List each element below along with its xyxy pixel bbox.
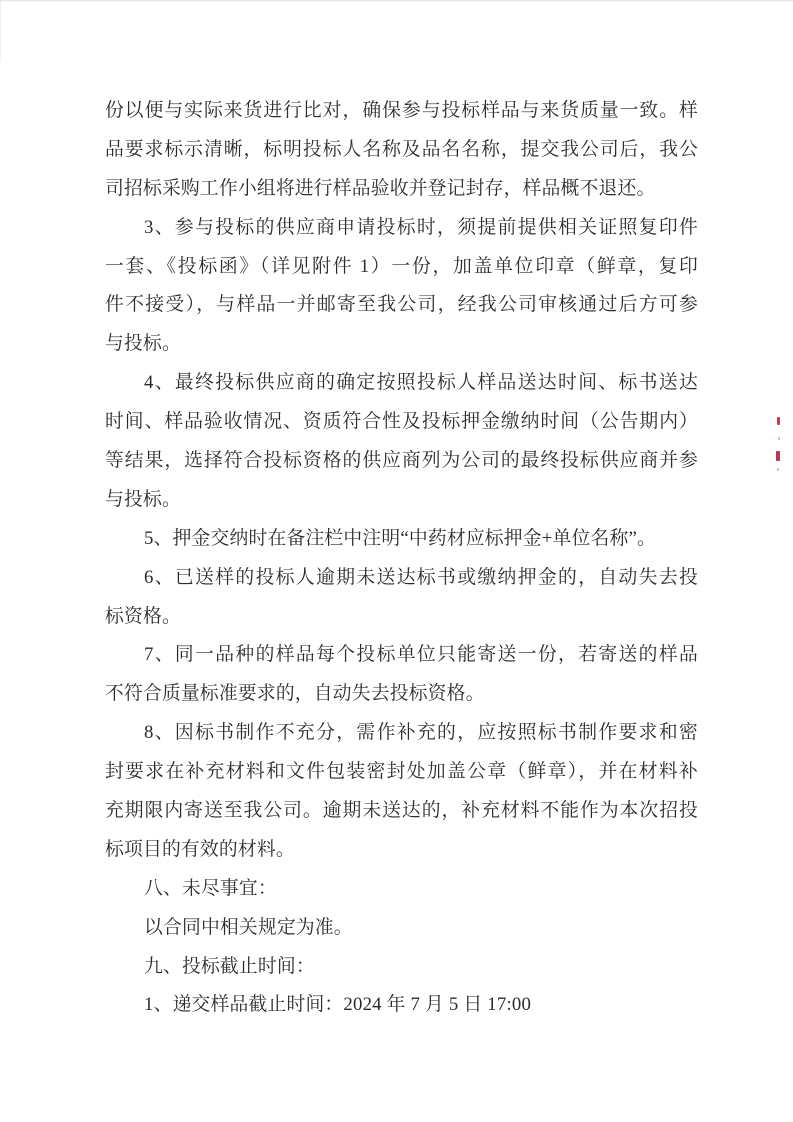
text-line: 6、已送样的投标人逾期未送达标书或缴纳押金的，自动失去投: [144, 566, 698, 588]
text-line: 以合同中相关规定为准。: [144, 916, 353, 938]
text-line: 8、因标书制作不充分，需作补充的，应按照标书制作要求和密: [144, 722, 698, 744]
text-line: 7、同一品种的样品每个投标单位只能寄送一份，若寄送的样品: [144, 644, 698, 666]
text-line: 时间、样品验收情况、资质符合性及投标押金缴纳时间（公告期内）: [105, 411, 698, 433]
text-line: 等结果，选择符合投标资格的供应商列为公司的最终投标供应商并参: [105, 450, 698, 472]
text-line: 封要求在补充材料和文件包装密封处加盖公章（鲜章），并在材料补: [105, 761, 698, 783]
text-line: 八、未尽事宜：: [144, 877, 277, 899]
text-line: 份以便与实际来货进行比对，确保参与投标样品与来货质量一致。样: [105, 100, 698, 121]
text-line: 不符合质量标准要求的，自动失去投标资格。: [105, 683, 485, 705]
text-line: 3、参与投标的供应商申请投标时，须提前提供相关证照复印件: [144, 216, 698, 238]
text-line: 九、投标截止时间：: [144, 955, 315, 977]
text-line: 与投标。: [105, 488, 181, 510]
document-body: [105, 92, 698, 1025]
text-line: 标资格。: [105, 605, 181, 627]
scan-edge-top: [0, 0, 793, 2]
text-line: 件不接受），与样品一并邮寄至我公司，经我公司审核通过后方可参: [105, 294, 698, 316]
red-ink-mark: [776, 451, 780, 461]
text-line: 充期限内寄送至我公司。逾期未送达的，补充材料不能作为本次招投: [105, 800, 698, 822]
text-line: 与投标。: [105, 333, 181, 355]
red-ink-mark: [777, 417, 780, 425]
text-line: 5、押金交纳时在备注栏中注明“中药材应标押金+单位名称”。: [144, 527, 656, 549]
text-line: 一套、《投标函》（详见附件 1）一份，加盖单位印章（鲜章，复印: [105, 255, 698, 277]
text-line: 4、最终投标供应商的确定按照投标人样品送达时间、标书送达: [144, 372, 698, 394]
text-line: 司招标采购工作小组将进行样品验收并登记封存，样品概不退还。: [105, 177, 656, 199]
red-ink-mark: [777, 468, 779, 471]
text-line: 1、递交样品截止时间：2024 年 7 月 5 日 17:00: [144, 994, 532, 1016]
scan-edge-left: [0, 0, 1, 62]
text-line: 品要求标示清晰，标明投标人名称及品名名称，提交我公司后，我公: [105, 138, 698, 160]
red-ink-mark: [778, 437, 780, 440]
text-line: 标项目的有效的材料。: [105, 838, 295, 860]
